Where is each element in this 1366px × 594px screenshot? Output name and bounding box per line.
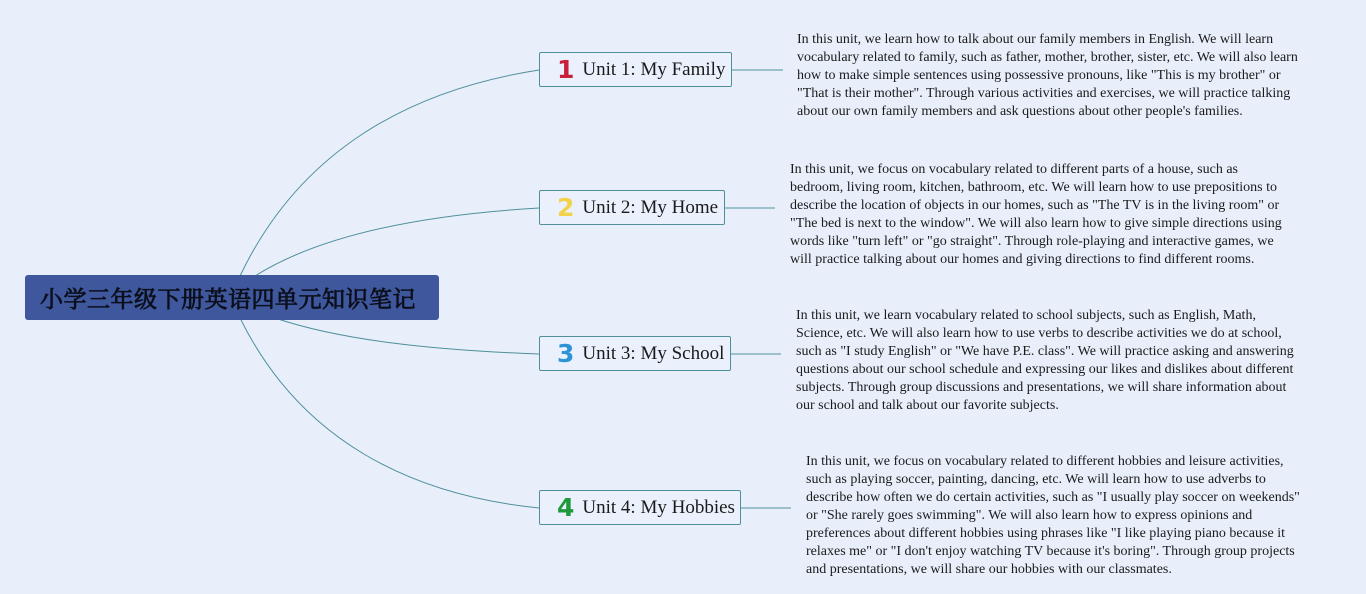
number-3-icon: 3 bbox=[557, 339, 575, 368]
topic-unit-3[interactable] bbox=[539, 336, 731, 371]
connector-root-unit2 bbox=[255, 208, 539, 276]
topic-label: Unit 3: My School bbox=[582, 342, 725, 364]
topic-label: Unit 1: My Family bbox=[582, 58, 726, 80]
note-unit-4: In this unit, we focus on vocabulary related to different hobbies and leisure activities, such as playing soccer, painting, dancing, etc. We will learn how to use adverbs to describe how often we do certain activities, such as "I usually play soccer on weekends" or "She rarely goes swimming". We will also learn how to express opinions and preferences about different hobbies using phrases like "I like playing piano because it relaxes me" or "I don't enjoy watching TV because it's boring". Through group projects and presentations, we will share our hobbies with our classmates. bbox=[806, 454, 1300, 577]
note-unit-2: In this unit, we focus on vocabulary related to different parts of a house, such as bedroom, living room, kitchen, bathroom, etc. We will learn how to use prepositions to describe the location of objects in our homes, such as "The TV is in the living room" or "The bed is next to the window". We will also learn how to give simple directions using words like "turn left" or "go straight". Through role-playing and interactive games, we will practice talking about our homes and giving directions to find different rooms. bbox=[790, 162, 1282, 267]
note-unit-3: In this unit, we learn vocabulary related to school subjects, such as English, Math, Science, etc. We will also learn how to use verbs to describe activities we do at school, such as "I study English" or "We have P.E. class". We will practice asking and answering questions about our school schedule and expressing our likes and dislikes about different subjects. Through group discussions and presentations, we will share information about our school and talk about our favorite subjects. bbox=[796, 308, 1294, 413]
root-topic[interactable] bbox=[25, 275, 439, 320]
note-unit-1: In this unit, we learn how to talk about our family members in English. We will learn vocabulary related to family, such as father, mother, brother, sister, etc. We will also learn how to make simple sentences using possessive pronouns, like "This is my brother" or "That is their mother". Through various activities and exercises, we will practice talking about our own family members and ask questions about other people's families. bbox=[797, 32, 1298, 119]
connector-root-unit4 bbox=[240, 318, 539, 508]
number-4-icon: 4 bbox=[557, 493, 575, 522]
number-1-icon: 1 bbox=[557, 55, 575, 84]
connector-root-unit3 bbox=[275, 318, 539, 354]
topic-label: Unit 2: My Home bbox=[582, 196, 719, 218]
topic-unit-2[interactable] bbox=[539, 190, 725, 225]
topic-unit-4[interactable] bbox=[539, 490, 741, 525]
number-2-icon: 2 bbox=[557, 193, 575, 222]
topic-unit-1[interactable] bbox=[539, 52, 732, 87]
connector-root-unit1 bbox=[240, 70, 539, 276]
topic-label: Unit 4: My Hobbies bbox=[582, 496, 735, 518]
root-title: 小学三年级下册英语四单元知识笔记 bbox=[40, 287, 416, 313]
